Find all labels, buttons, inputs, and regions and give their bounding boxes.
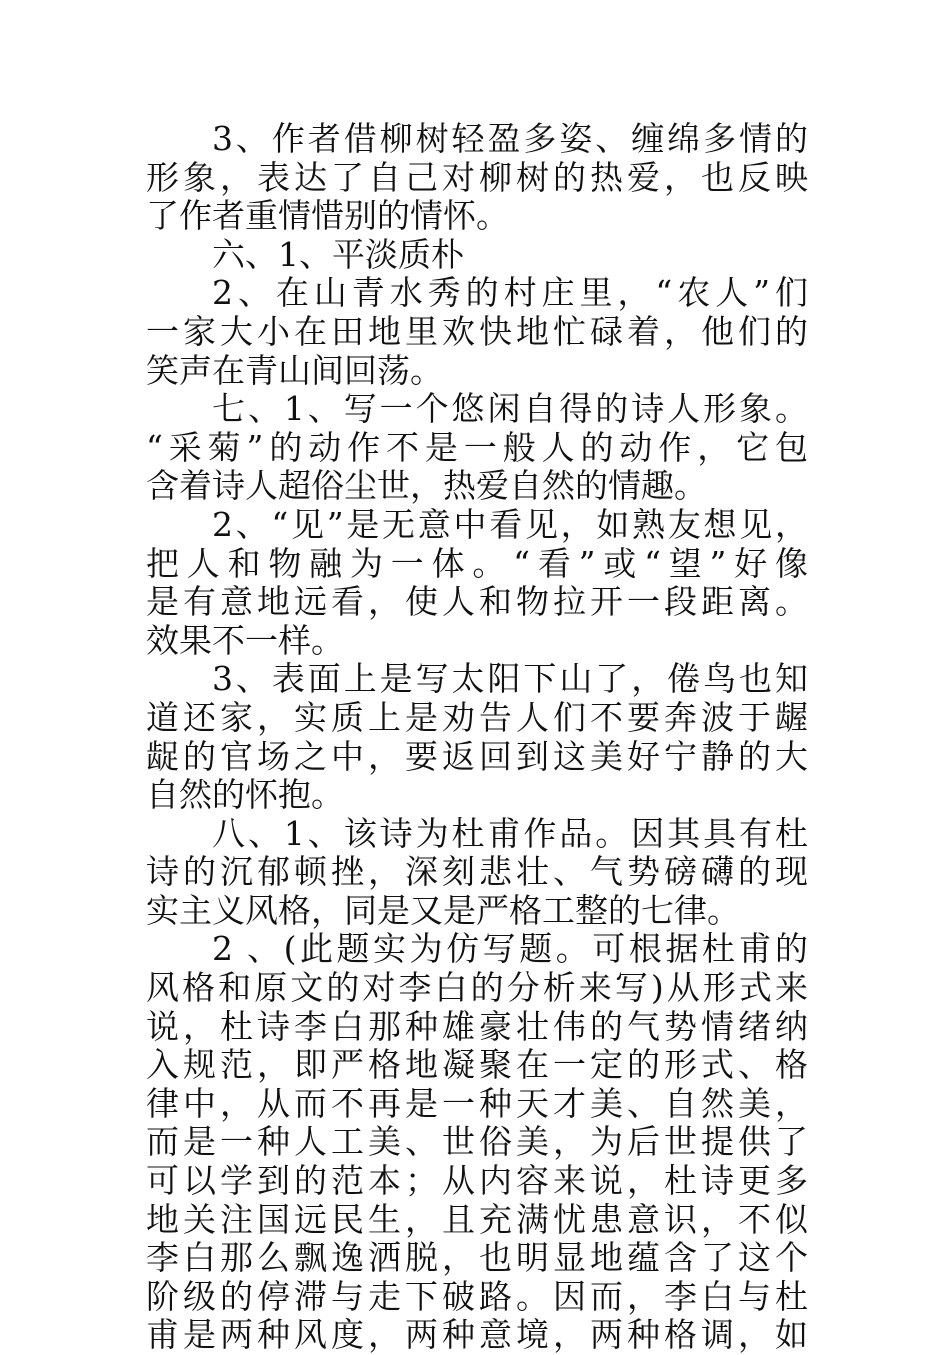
paragraph-7-3 bbox=[146, 660, 808, 814]
text-line: 一家大小在田地里欢快地忙碌着，他们的 bbox=[146, 311, 808, 351]
paragraph-7-1 bbox=[146, 390, 808, 506]
text-line: 诗的沉郁顿挫，深刻悲壮、气势磅礴的现 bbox=[146, 852, 808, 892]
text-line: 七、1、写一个悠闲自得的诗人形象。 bbox=[212, 389, 808, 429]
text-line: 八、1、该诗为杜甫作品。因其具有杜 bbox=[212, 813, 808, 853]
text-line: 了作者重情惜别的情怀。 bbox=[146, 196, 509, 236]
text-line: 3、作者借柳树轻盈多姿、缠绵多情的 bbox=[212, 119, 808, 158]
text-line: 律中，从而不再是一种天才美、自然美， bbox=[146, 1083, 808, 1123]
text-line: 是有意地远看，使人和物拉开一段距离。 bbox=[146, 582, 808, 622]
text-line: 2、“见”是无意中看见，如熟友想见， bbox=[212, 504, 808, 544]
text-line: 笑声在青山间回荡。 bbox=[146, 350, 443, 390]
paragraph-8-2 bbox=[146, 930, 808, 1355]
text-line: 甫是两种风度，两种意境，两种格调，如 bbox=[146, 1315, 808, 1355]
text-line: 3、表面上是写太阳下山了，倦鸟也知 bbox=[212, 659, 808, 699]
text-line: 地关注国远民生，且充满忧患意识，不似 bbox=[146, 1199, 808, 1239]
text-line: “采菊”的动作不是一般人的动作，它包 bbox=[146, 427, 808, 467]
text-line: 实主义风格，同是又是严格工整的七律。 bbox=[146, 890, 740, 930]
text-line: 效果不一样。 bbox=[146, 620, 344, 660]
text-line: 把人和物融为一体。“看”或“望”好像 bbox=[146, 543, 808, 583]
text-line: 道还家，实质上是劝告人们不要奔波于龌 bbox=[146, 697, 808, 737]
paragraph-5-3 bbox=[146, 120, 808, 236]
text-line: 而是一种人工美、世俗美，为后世提供了 bbox=[146, 1122, 808, 1162]
paragraph-8-1 bbox=[146, 815, 808, 931]
text-line: 含着诗人超俗尘世，热爱自然的情趣。 bbox=[146, 466, 707, 506]
text-line: 2、在山青水秀的村庄里，“农人”们 bbox=[212, 273, 808, 313]
paragraph-7-2 bbox=[146, 506, 808, 660]
text-line: 2 、(此题实为仿写题。可根据杜甫的 bbox=[212, 929, 808, 969]
text-line: 入规范，即严格地凝聚在一定的形式、格 bbox=[146, 1045, 808, 1085]
text-line: 六、1、平淡质朴 bbox=[212, 234, 464, 274]
paragraph-6-1 bbox=[146, 236, 808, 275]
answer-text-block bbox=[146, 120, 808, 1355]
paragraph-6-2 bbox=[146, 274, 808, 390]
text-line: 可以学到的范本；从内容来说，杜诗更多 bbox=[146, 1161, 808, 1201]
text-line: 自然的怀抱。 bbox=[146, 775, 344, 815]
text-line: 风格和原文的对李白的分析来写)从形式来 bbox=[146, 968, 808, 1008]
text-line: 龊的官场之中，要返回到这美好宁静的大 bbox=[146, 736, 808, 776]
text-line: 阶级的停滞与走下破路。因而，李白与杜 bbox=[146, 1276, 808, 1316]
text-line: 说，杜诗李白那种雄豪壮伟的气势情绪纳 bbox=[146, 1006, 808, 1046]
text-line: 形象，表达了自己对柳树的热爱，也反映 bbox=[146, 157, 808, 197]
text-line: 李白那么飘逸洒脱，也明显地蕴含了这个 bbox=[146, 1238, 808, 1278]
